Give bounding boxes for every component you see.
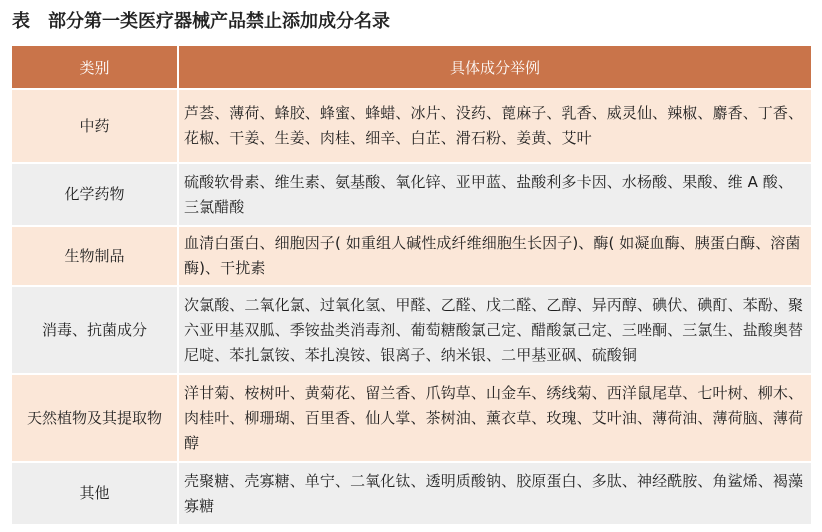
category-cell: 中药 <box>12 89 178 163</box>
table-title-text: 部分第一类医疗器械产品禁止添加成分名录 <box>48 11 390 32</box>
table-row <box>12 89 811 163</box>
content-cell: 壳聚糖、壳寡糖、单宁、二氧化钛、透明质酸钠、胶原蛋白、多肽、神经酰胺、角鲨烯、褐藻寡糖 <box>178 462 811 524</box>
table-title <box>12 6 390 38</box>
category-cell: 消毒、抗菌成分 <box>12 286 178 374</box>
content-cell: 次氯酸、二氧化氯、过氧化氢、甲醛、乙醛、戊二醛、乙醇、异丙醇、碘伏、碘酊、苯酚、聚六亚甲基双胍、季铵盐类消毒剂、葡萄糖酸氯己定、醋酸氯己定、三唑酮、三氯生、盐酸奥替尼啶、苯扎氯铵、苯扎溴铵、银离子、纳米银、二甲基亚砜、硫酸铜 <box>178 286 811 374</box>
column-header-examples: 具体成分举例 <box>178 46 811 89</box>
table-label: 表 <box>12 11 30 32</box>
table-header-row <box>12 46 811 89</box>
table-row <box>12 462 811 524</box>
content-cell: 芦荟、薄荷、蜂胶、蜂蜜、蜂蜡、冰片、没药、蓖麻子、乳香、威灵仙、辣椒、麝香、丁香、花椒、干姜、生姜、肉桂、细辛、白芷、滑石粉、姜黄、艾叶 <box>178 89 811 163</box>
table-row <box>12 286 811 374</box>
category-cell: 生物制品 <box>12 226 178 286</box>
ingredient-table <box>12 46 811 524</box>
category-cell: 其他 <box>12 462 178 524</box>
table-row <box>12 374 811 462</box>
category-cell: 化学药物 <box>12 163 178 226</box>
table-row <box>12 163 811 226</box>
category-cell: 天然植物及其提取物 <box>12 374 178 462</box>
table-row <box>12 226 811 286</box>
content-cell: 洋甘菊、桉树叶、黄菊花、留兰香、爪钩草、山金车、绣线菊、西洋鼠尾草、七叶树、柳木、肉桂叶、柳珊瑚、百里香、仙人掌、茶树油、薰衣草、玫瑰、艾叶油、薄荷油、薄荷脑、薄荷醇 <box>178 374 811 462</box>
column-header-category: 类别 <box>12 46 178 89</box>
content-cell: 硫酸软骨素、维生素、氨基酸、氧化锌、亚甲蓝、盐酸利多卡因、水杨酸、果酸、维 A 酸、三氯醋酸 <box>178 163 811 226</box>
content-cell: 血清白蛋白、细胞因子( 如重组人碱性成纤维细胞生长因子)、酶( 如凝血酶、胰蛋白酶、溶菌酶)、干扰素 <box>178 226 811 286</box>
